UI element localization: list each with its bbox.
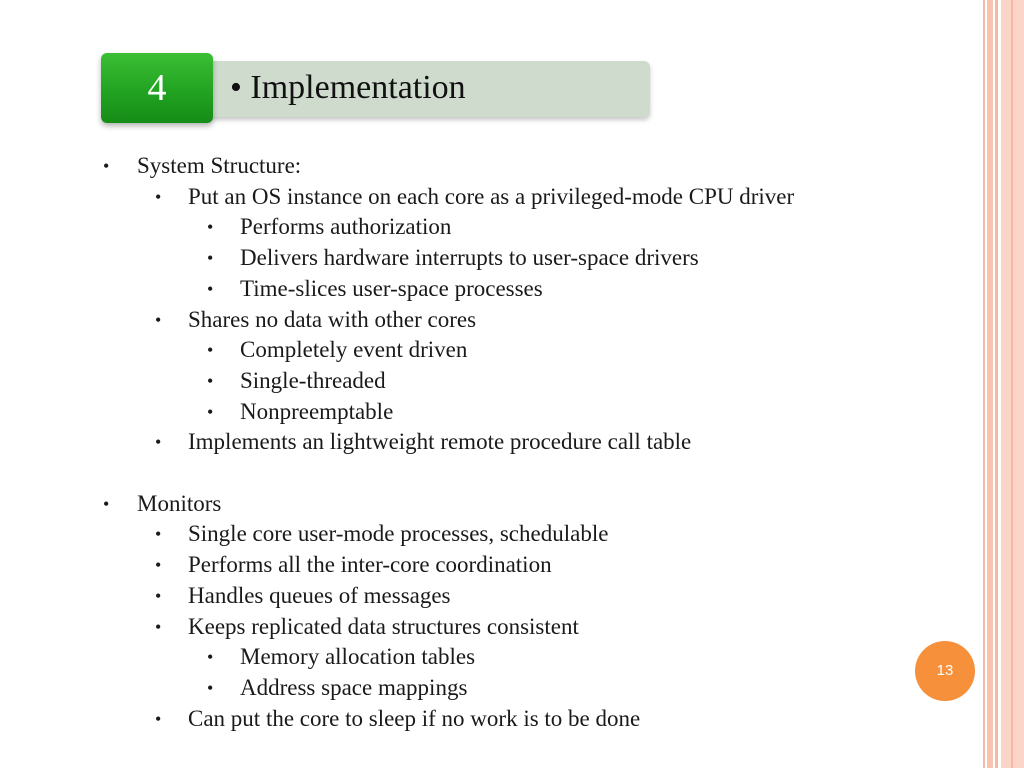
bullet-item: • Performs authorization xyxy=(0,212,980,243)
bullet-item: • Handles queues of messages xyxy=(0,581,980,612)
bullet-item: • Address space mappings xyxy=(0,673,980,704)
bullet-dot-icon: • xyxy=(207,647,214,668)
bullet-dot-icon: • xyxy=(207,370,214,391)
bullet-dot-icon: • xyxy=(103,156,110,176)
bullet-dot-icon: • xyxy=(207,340,214,361)
bullet-item: • Time-slices user-space processes xyxy=(0,274,980,305)
bullet-dot-icon: • xyxy=(155,432,162,453)
title-label: Implementation xyxy=(250,69,466,106)
bullet-dot-icon: • xyxy=(155,585,162,606)
bullet-item: • Keeps replicated data structures consistent xyxy=(0,612,980,643)
bullet-item: • Completely event driven xyxy=(0,335,980,366)
decorative-stripe xyxy=(1011,0,1013,768)
bullet-item: • Memory allocation tables xyxy=(0,642,980,673)
bullet-item: • Shares no data with other cores xyxy=(0,305,980,336)
bullet-item: • Delivers hardware interrupts to user-space drivers xyxy=(0,243,980,274)
bullet-dot-icon: • xyxy=(207,217,214,238)
bullet-item: • Single-threaded xyxy=(0,366,980,397)
bullet-dot-icon: • xyxy=(155,708,162,729)
bullet-item: • Implements an lightweight remote procedure call table xyxy=(0,427,980,458)
bullet-item: • Single core user-mode processes, schedulable xyxy=(0,519,980,550)
bullet-item: • Put an OS instance on each core as a privileged-mode CPU driver xyxy=(0,182,888,213)
bullet-item: • Monitors xyxy=(0,489,980,520)
decorative-stripe xyxy=(987,0,993,768)
bullet-item: • Nonpreemptable xyxy=(0,397,980,428)
bullet-dot-icon: • xyxy=(155,524,162,545)
bullet-item: • Can put the core to sleep if no work is to be done xyxy=(0,704,980,735)
page-number-badge: 13 xyxy=(915,641,975,701)
bullet-item: • System Structure: xyxy=(0,151,980,182)
section-number-badge: 4 xyxy=(101,53,213,123)
bullet-dot-icon: • xyxy=(155,555,162,576)
bullet-list xyxy=(0,151,980,734)
bullet-dot-icon: • xyxy=(155,309,162,330)
bullet-spacer xyxy=(0,458,980,489)
bullet-dot-icon: • xyxy=(207,278,214,299)
decorative-stripe xyxy=(983,0,985,768)
bullet-dot-icon: • xyxy=(155,616,162,637)
bullet-dot-icon: • xyxy=(207,248,214,269)
bullet-dot-icon: • xyxy=(207,401,214,422)
bullet-item: • Performs all the inter-core coordination xyxy=(0,550,980,581)
decorative-stripe xyxy=(995,0,998,768)
bullet-dot-icon: • xyxy=(155,186,162,207)
bullet-dot-icon: • xyxy=(103,493,110,514)
slide-title xyxy=(230,68,466,108)
bullet-dot-icon: • xyxy=(207,677,214,698)
title-bullet: • xyxy=(230,69,242,106)
